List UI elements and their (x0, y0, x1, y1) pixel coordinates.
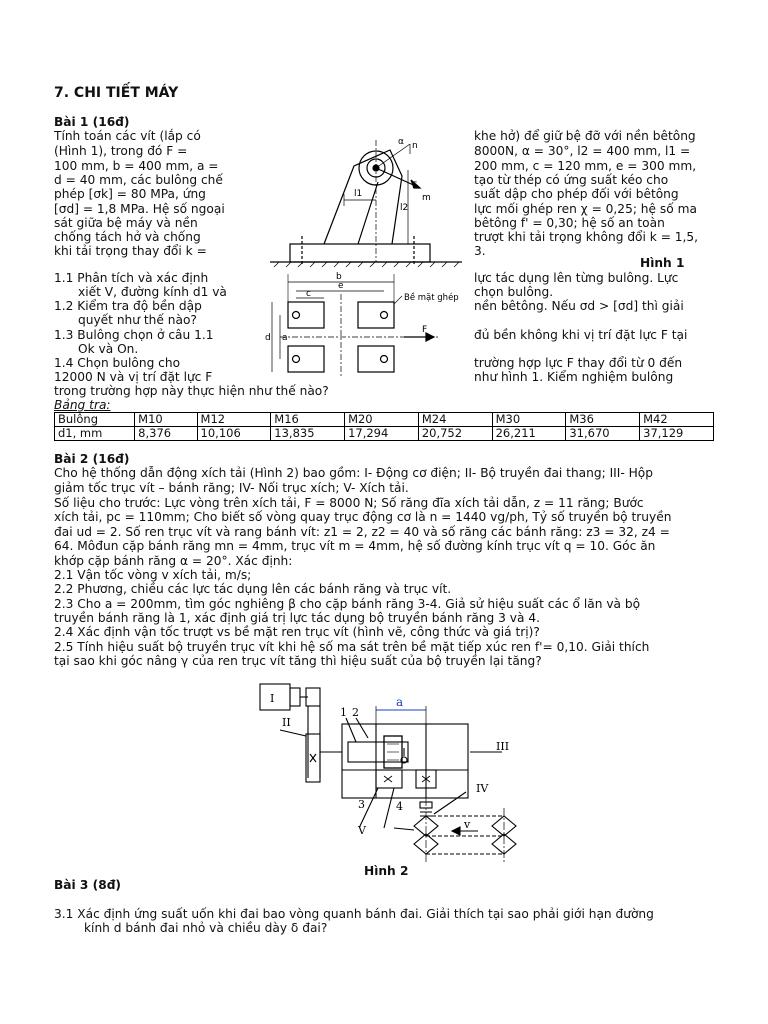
figure2-drive-diagram (256, 678, 524, 864)
table-cell: 20,752 (418, 427, 492, 441)
bolt-table (54, 412, 714, 441)
force-f-label: F (412, 181, 418, 191)
question-line: trường hợp lực F thay đổi từ 0 đến (474, 356, 683, 370)
table-cell: M30 (492, 413, 566, 427)
table-cell: 8,376 (135, 427, 197, 441)
bai1-left-line: 100 mm, b = 400 mm, a = (54, 159, 219, 173)
bai1-left-line: (Hình 1), trong đó F = (54, 144, 188, 158)
question-line: lực tác dụng lên từng bulông. Lực (474, 271, 679, 285)
bai1-left-line: sát giữa bệ máy và nền (54, 216, 198, 230)
table-cell: M12 (197, 413, 271, 427)
table-cell: M10 (135, 413, 197, 427)
bai1-right-line: trượt khi tải trọng không đổi k = 1,5, (474, 230, 699, 244)
question-line: Ok và On. (78, 342, 139, 356)
dim-e-label: e (338, 281, 344, 291)
table-cell: 10,106 (197, 427, 271, 441)
table-cell: 26,211 (492, 427, 566, 441)
label-coupling-IV: IV (476, 782, 489, 795)
dimension-a-label: a (396, 695, 404, 709)
question-line: 1.1 Phân tích và xác định (54, 271, 209, 285)
bai1-right-line: 8000N, α = 30°, l2 = 400 mm, l1 = (474, 144, 691, 158)
bai2-line: 2.5 Tính hiệu suất bộ truyền trục vít khi hệ số ma sát trên bề mặt tiếp xúc ren f'= 0,10. Giải thích (54, 640, 650, 654)
bai1-right-line: tạo từ thép có ứng suất kéo cho (474, 173, 669, 187)
dim-a-label: a (282, 333, 288, 343)
label-chain-V: V (358, 824, 366, 837)
bai1-right-line: 3. (474, 244, 486, 258)
bai2-line: 2.1 Vận tốc vòng v xích tải, m/s; (54, 568, 252, 582)
table-row (55, 413, 714, 427)
question-line: trong trường hợp này thực hiện như thế nào? (54, 384, 329, 398)
question-line: quyết như thế nào? (78, 313, 197, 327)
figure2-caption: Hình 2 (364, 864, 409, 878)
table-cell: M24 (418, 413, 492, 427)
bai1-left-line: [σd] = 1,8 MPa. Hệ số ngoại (54, 202, 225, 216)
label-part-3: 3 (358, 798, 365, 811)
question-line: như hình 1. Kiểm nghiệm bulông (474, 370, 674, 384)
mating-surface-label: Bề mặt ghép (404, 293, 459, 303)
angle-alpha-label: α (398, 137, 404, 147)
dim-c-label: c (306, 289, 311, 299)
label-belt-II: II (282, 716, 291, 729)
bai3-title: Bài 3 (8đ) (54, 878, 122, 892)
bai1-left-line: Tính toán các vít (lắp có (54, 129, 201, 143)
bai2-line: đai ud = 2. Số ren trục vít và rang bánh vít: z1 = 2, z2 = 40 và số răng các bánh răng: z3 = 32, z4 = (54, 525, 670, 539)
label-velocity-v: v (464, 818, 471, 831)
table-cell: M20 (345, 413, 419, 427)
question-line: nền bêtông. Nếu σd > [σd] thì giải (474, 299, 684, 313)
table-cell: 37,129 (640, 427, 714, 441)
question-line: 12000 N và vị trí đặt lực F (54, 370, 213, 384)
question-line: 1.2 Kiểm tra độ bền dập (54, 299, 202, 313)
dim-d-label: d (265, 333, 271, 343)
table-cell: 17,294 (345, 427, 419, 441)
bai2-line: 2.2 Phương, chiều các lực tác dụng lên các bánh răng và trục vít. (54, 582, 452, 596)
question-line: chọn bulông. (474, 285, 554, 299)
table-cell: d1, mm (55, 427, 135, 441)
question-line: 1.3 Bulông chọn ở câu 1.1 (54, 328, 214, 342)
bai2-line: Cho hệ thống dẫn động xích tải (Hình 2) bao gồm: I- Động cơ điện; II- Bộ truyền đai thang; III- Hộp (54, 466, 654, 480)
label-part-4: 4 (396, 800, 403, 813)
table-caption: Bảng tra: (54, 398, 111, 412)
bai1-left-line: chống tách hở và chống (54, 230, 201, 244)
figure1-caption: Hình 1 (640, 256, 685, 270)
table-cell: M36 (566, 413, 640, 427)
dim-l2-label: l2 (400, 203, 409, 213)
bai1-right-line: lực mối ghép ren χ = 0,25; hệ số ma (474, 202, 697, 216)
label-motor-I: I (270, 692, 275, 705)
question-line: 1.4 Chọn bulông cho (54, 356, 181, 370)
question-line: xiết V, đường kính d1 và (78, 285, 227, 299)
question-line: đủ bền không khi vị trí đặt lực F tại (474, 328, 688, 342)
bai2-line: 2.3 Cho a = 200mm, tìm góc nghiêng β cho cặp bánh răng 3-4. Giả sử hiệu suất các ổ lăn và bộ (54, 597, 641, 611)
dim-b-label: b (336, 272, 342, 282)
bai1-right-line: bêtông f' = 0,30; hệ số an toàn (474, 216, 665, 230)
bai2-line: tại sao khi góc nâng γ của ren trục vít tăng thì hiệu suất của bộ truyền lại tăng? (54, 654, 542, 668)
bai3-question-line: kính d bánh đai nhỏ và chiều dày δ đai? (84, 921, 328, 935)
bai1-right-line: 200 mm, c = 120 mm, e = 300 mm, (474, 159, 697, 173)
bai2-line: xích tải, pc = 110mm; Cho biết số vòng quay trục động cơ là n = 1440 vg/ph, Tỷ số truyền bộ truyền (54, 510, 672, 524)
label-part-2: 2 (352, 706, 359, 719)
table-cell: M16 (271, 413, 345, 427)
bai2-line: 2.4 Xác định vận tốc trượt vs bề mặt ren trục vít (hình vẽ, công thức và giá trị)? (54, 625, 540, 639)
bai1-left-line: phép [σk] = 80 MPa, ứng (54, 187, 206, 201)
bai1-title: Bài 1 (16đ) (54, 115, 130, 129)
dim-l1-label: l1 (354, 189, 363, 199)
bai1-left-line: d = 40 mm, các bulông chế (54, 173, 223, 187)
bai1-right-line: khe hở) để giữ bệ đỡ với nền bêtông (474, 129, 696, 143)
axis-n-label: n (412, 141, 418, 151)
bai2-line: khớp cặp bánh răng α = 20°. Xác định: (54, 554, 293, 568)
force-f-label-top-view: F (422, 325, 428, 335)
axis-m-label: m (422, 193, 431, 203)
figure1-bracket-drawing (262, 124, 470, 376)
bai1-right-line: suất dập cho phép đối với bêtông (474, 187, 679, 201)
bai1-left-line: khi tải trọng thay đổi k = (54, 244, 207, 258)
bai2-title: Bài 2 (16đ) (54, 452, 130, 466)
table-cell: 31,670 (566, 427, 640, 441)
table-cell: 13,835 (271, 427, 345, 441)
table-cell: M42 (640, 413, 714, 427)
table-row (55, 427, 714, 441)
bai2-line: Số liệu cho trước: Lực vòng trên xích tải, F = 8000 N; Số răng đĩa xích tải dẫn, z = 11 răng; Bước (54, 496, 644, 510)
label-gearbox-III: III (496, 740, 510, 753)
bai2-line: truyền bánh răng là 1, xác định giá trị lực tác dụng bộ truyền bánh răng 3 và 4. (54, 611, 540, 625)
bai3-question-line: 3.1 Xác định ứng suất uốn khi đai bao vòng quanh bánh đai. Giải thích tại sao phải giới hạn đường (54, 907, 654, 921)
label-part-1: 1 (340, 706, 347, 719)
bai2-line: giảm tốc trục vít – bánh răng; IV- Nối trục xích; V- Xích tải. (54, 481, 409, 495)
bai2-line: 64. Môđun cặp bánh răng mn = 4mm, trục vít m = 4mm, hệ số đường kính trục vít q = 10. Góc ăn (54, 539, 656, 553)
section-heading: 7. CHI TIẾT MÁY (54, 85, 179, 101)
table-cell: Bulông (55, 413, 135, 427)
